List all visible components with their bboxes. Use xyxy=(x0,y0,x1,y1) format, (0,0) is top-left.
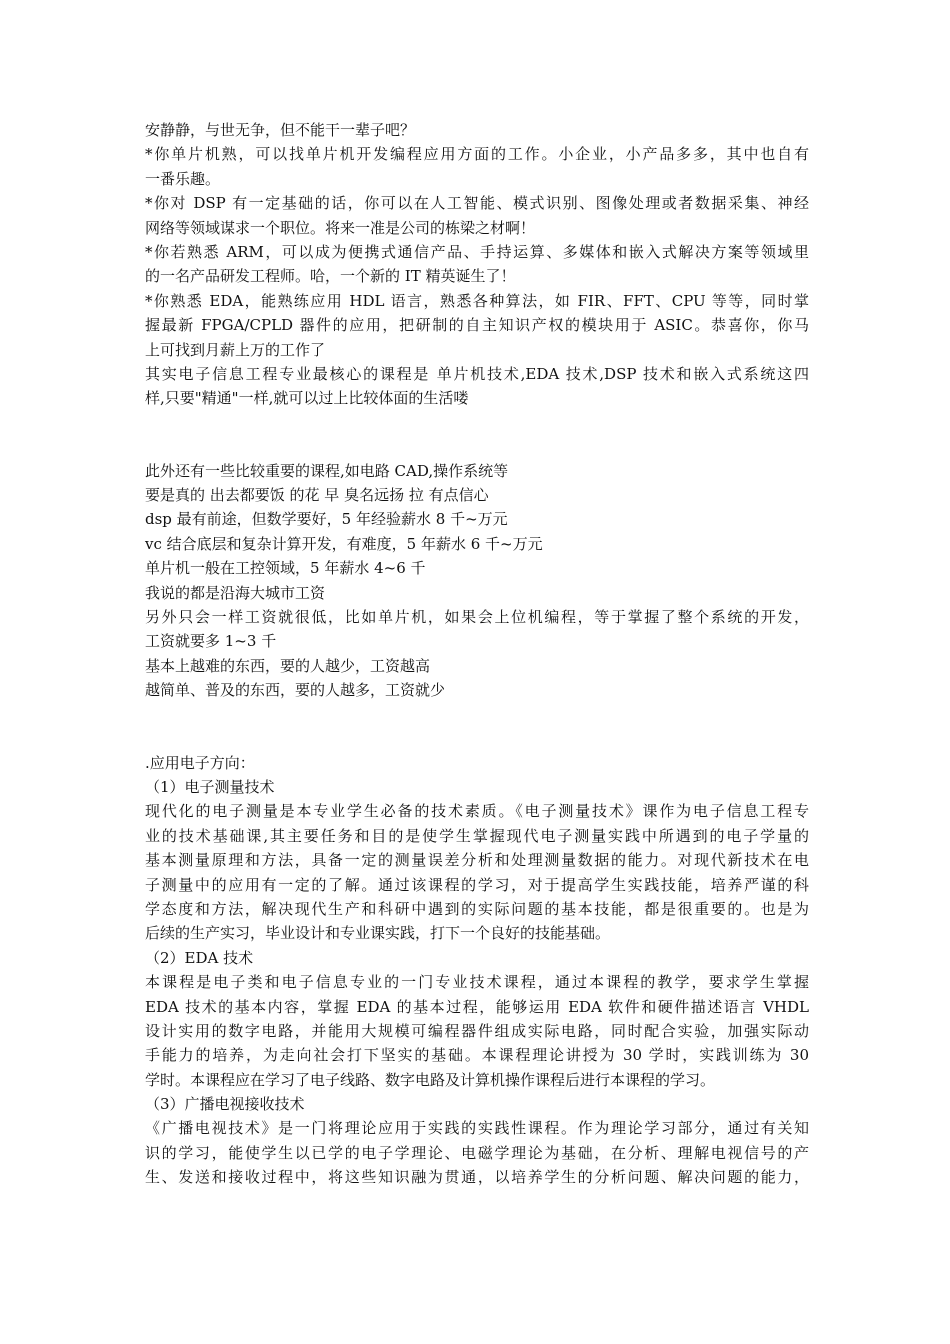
text-line: 基本上越难的东西，要的人越少，工资越高 xyxy=(145,656,431,675)
text-line: *你对 DSP 有一定基础的话，你可以在人工智能、模式识别、图像处理或者数据采集、神经 xyxy=(145,194,809,213)
text-line: EDA 技术的基本内容，掌握 EDA 的基本过程，能够运用 EDA 软件和硬件描述语言 VHDL xyxy=(145,997,809,1016)
text-line: 设计实用的数字电路，并能用大规模可编程器件组成实际电路，同时配合实验，加强实际动 xyxy=(145,1021,809,1040)
text-line: *你若熟悉 ARM，可以成为便携式通信产品、手持运算、多媒体和嵌入式解决方案等领域里 xyxy=(145,242,809,261)
text-line: 的一名产品研发工程师。哈，一个新的 IT 精英诞生了！ xyxy=(145,267,516,286)
course-heading: （1）电子测量技术 xyxy=(145,777,275,796)
course-heading: （2）EDA 技术 xyxy=(145,948,254,967)
text-line: 后续的生产实习，毕业设计和专业课实践，打下一个良好的技能基础。 xyxy=(145,924,611,943)
text-line: 网络等领域谋求一个职位。将来一准是公司的栋梁之材啊！ xyxy=(145,218,536,237)
salary-paragraphs xyxy=(145,459,809,703)
course-paragraphs xyxy=(145,751,809,1190)
text-line: 越简单、普及的东西，要的人越多，工资就少 xyxy=(145,681,446,700)
text-line: vc 结合底层和复杂计算开发，有难度，5 年薪水 6 千~万元 xyxy=(145,534,543,553)
text-line: 握最新 FPGA/CPLD 器件的应用，把研制的自主知识产权的模块用于 ASIC。恭喜你，你马 xyxy=(145,316,809,335)
text-line: 手能力的培养，为走向社会打下坚实的基础。本课程理论讲授为 30 学时，实践训练为 30 xyxy=(145,1046,809,1065)
text-line: dsp 最有前途，但数学要好，5 年经验薪水 8 千~万元 xyxy=(145,510,508,529)
text-line: 上可找到月薪上万的工作了 xyxy=(145,340,326,359)
paragraph-gap xyxy=(145,703,809,751)
course-heading: （3）广播电视接收技术 xyxy=(145,1095,305,1114)
text-line: *你单片机熟，可以找单片机开发编程应用方面的工作。小企业，小产品多多，其中也自有 xyxy=(145,145,809,164)
document-page xyxy=(145,118,809,1190)
text-line: 样,只要"精通"一样,就可以过上比较体面的生活喽 xyxy=(145,389,469,408)
text-line: 《广播电视技术》是一门将理论应用于实践的实践性课程。作为理论学习部分，通过有关知 xyxy=(145,1119,809,1138)
text-line: *你熟悉 EDA，能熟练应用 HDL 语言，熟悉各种算法，如 FIR、FFT、CPU 等等，同时掌 xyxy=(145,291,809,310)
text-line: 生、发送和接收过程中，将这些知识融为贯通，以培养学生的分析问题、解决问题的能力， xyxy=(145,1168,809,1187)
text-line: 要是真的 出去都要饭 的花 早 臭名远扬 拉 有点信心 xyxy=(145,486,489,505)
text-line: 基本测量原理和方法，具备一定的测量误差分析和处理测量数据的能力。对现代新技术在电 xyxy=(145,851,809,870)
text-line: 安静静，与世无争，但不能干一辈子吧？ xyxy=(145,121,416,139)
text-line: 其实电子信息工程专业最核心的课程是 单片机技术,EDA 技术,DSP 技术和嵌入式系统这四 xyxy=(145,364,809,383)
text-line: 现代化的电子测量是本专业学生必备的技术素质。《电子测量技术》课作为电子信息工程专 xyxy=(145,802,809,821)
text-line: 我说的都是沿海大城市工资 xyxy=(145,583,326,602)
text-line: 本课程是电子类和电子信息专业的一门专业技术课程，通过本课程的教学，要求学生掌握 xyxy=(145,973,809,992)
text-line: 工资就要多 1~3 千 xyxy=(145,632,277,651)
text-line: 子测量中的应用有一定的了解。通过该课程的学习，对于提高学生实践技能，培养严谨的科 xyxy=(145,875,809,894)
text-line: 单片机一般在工控领域，5 年薪水 4~6 千 xyxy=(145,559,426,578)
text-line: 识的学习，能使学生以已学的电子学理论、电磁学理论为基础，在分析、理解电视信号的产 xyxy=(145,1143,809,1162)
text-line: 业的技术基础课,其主要任务和目的是使学生掌握现代电子测量实践中所遇到的电子学量的 xyxy=(145,826,809,845)
text-line: 另外只会一样工资就很低，比如单片机，如果会上位机编程，等于掌握了整个系统的开发， xyxy=(145,608,809,627)
text-line: 此外还有一些比较重要的课程,如电路 CAD,操作系统等 xyxy=(145,461,509,480)
paragraph-gap xyxy=(145,411,809,459)
career-paragraphs xyxy=(145,118,809,411)
section-heading: .应用电子方向： xyxy=(145,753,255,772)
text-line: 一番乐趣。 xyxy=(145,169,221,188)
text-line: 学态度和方法，解决现代生产和科研中遇到的实际问题的基本技能，都是很重要的。也是为 xyxy=(145,899,809,918)
text-line: 学时。本课程应在学习了电子线路、数字电路及计算机操作课程后进行本课程的学习。 xyxy=(145,1070,716,1089)
